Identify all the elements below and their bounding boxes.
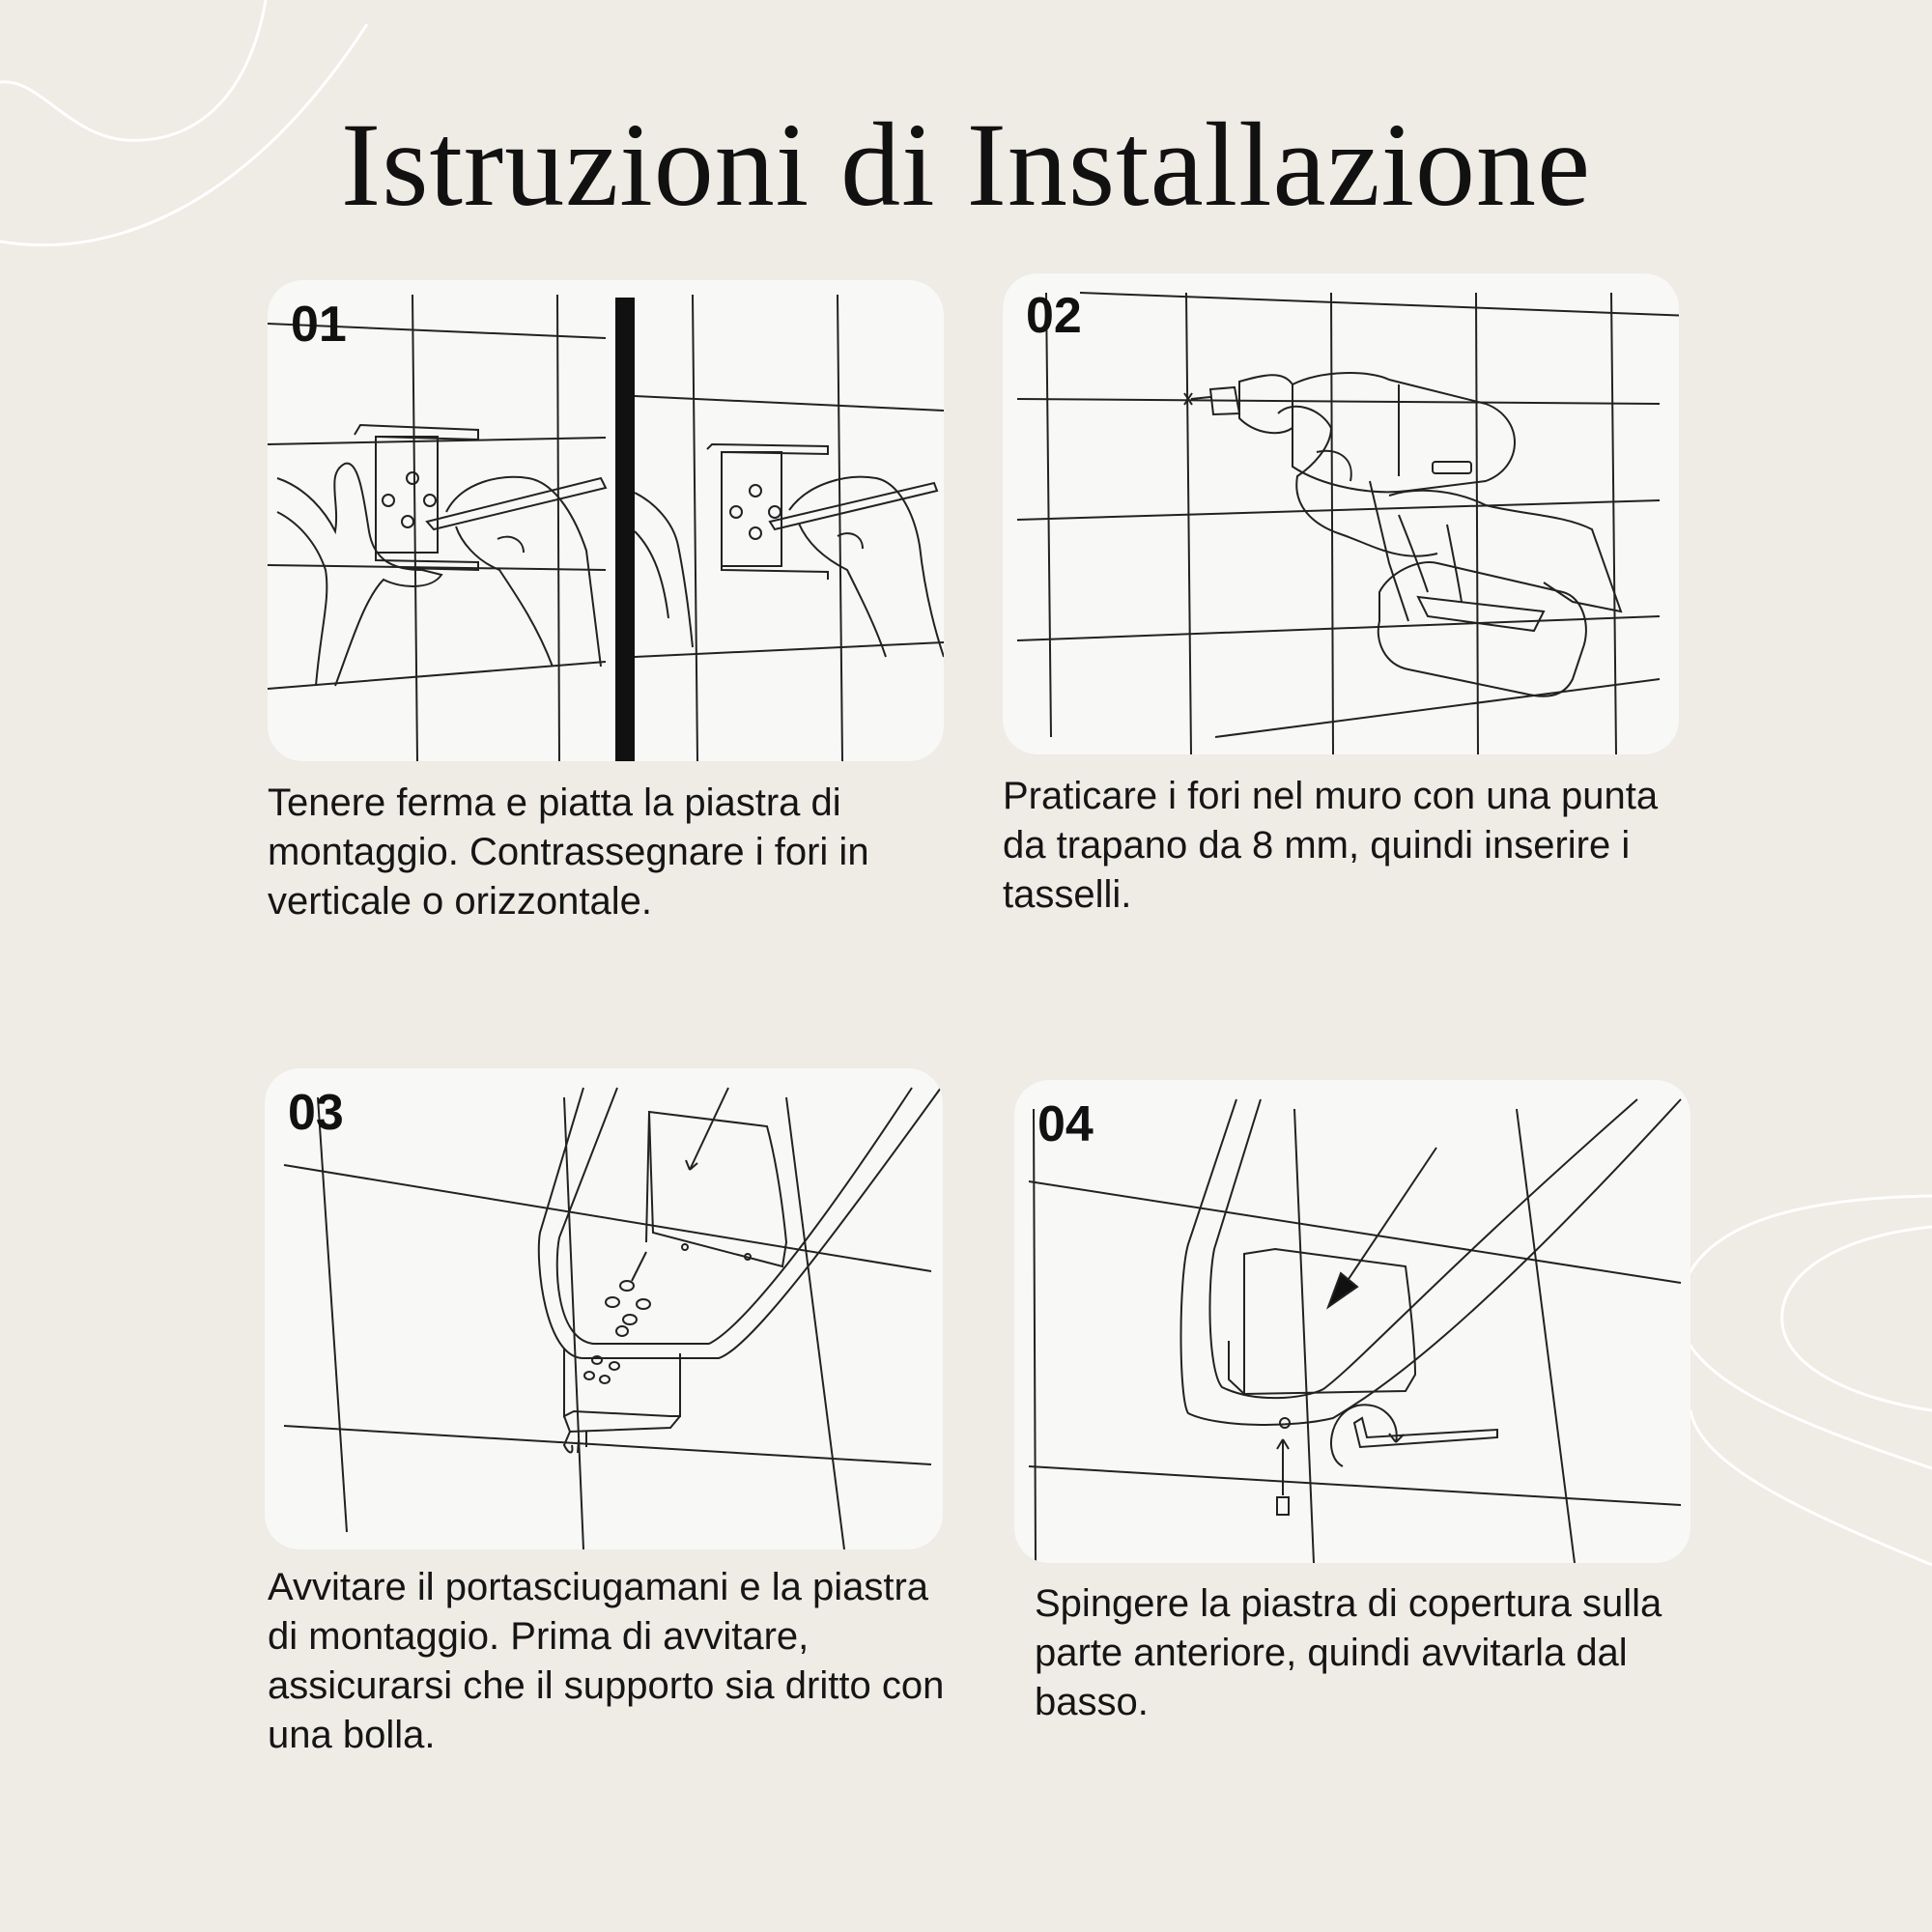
page-title: Istruzioni di Installazione <box>340 99 1592 231</box>
step-caption-04: Spingere la piastra di copertura sulla parte anteriore, quindi avvitarla dal basso. <box>1035 1582 1662 1723</box>
step-number: 02 <box>1026 288 1082 344</box>
hands-marking-holes-illustration <box>268 280 944 761</box>
towel-rail-screwing-illustration <box>265 1068 943 1549</box>
hand-drilling-wall-illustration <box>1003 273 1679 754</box>
step-caption-03: Avvitare il portasciugamani e la piastra di montaggio. Prima di avvitare, assicurarsi che il supporto sia dritto con una bolla. <box>268 1566 945 1756</box>
step-card-01 <box>268 280 944 761</box>
step-card-02 <box>1003 273 1679 754</box>
step-card-04 <box>1014 1080 1690 1563</box>
cover-plate-allen-key-illustration <box>1014 1080 1690 1563</box>
step-card-03 <box>265 1068 943 1549</box>
step-caption-01: Tenere ferma e piatta la piastra di montaggio. Contrassegnare i fori in verticale o orizzontale. <box>268 781 869 923</box>
step-number: 04 <box>1037 1096 1094 1152</box>
step-caption-02: Praticare i fori nel muro con una punta da trapano da 8 mm, quindi inserire i tasselli. <box>1003 775 1659 916</box>
step-number: 01 <box>291 297 347 353</box>
step-number: 03 <box>288 1085 344 1141</box>
